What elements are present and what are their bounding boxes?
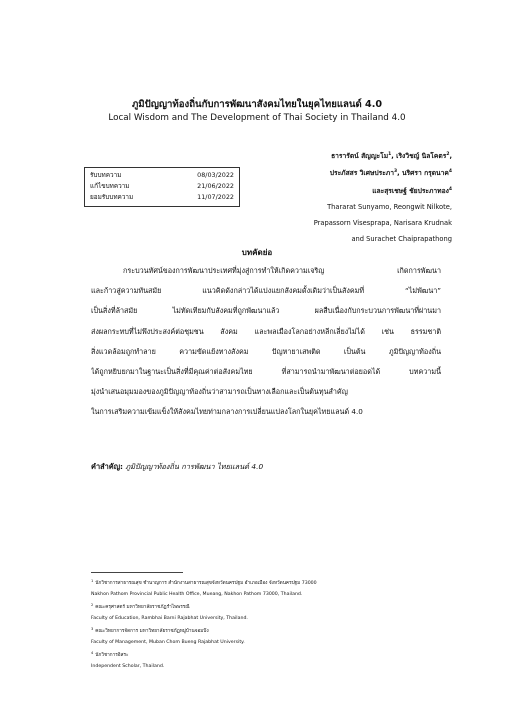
abstract-line: ในการเสริมความเข้มแข็งให้สังคมไทยท่ามกลางการเปลี่ยนแปลงโลกในยุคไทยแลนด์ 4.0 <box>91 407 363 417</box>
footnote-text: Faculty of Education, Rambhai Barni Rajabhat University, Thailand. <box>91 615 248 621</box>
footnote <box>91 648 317 662</box>
author-footnote-mark: 2 <box>446 152 450 157</box>
footnote <box>91 638 317 649</box>
title-english: Local Wisdom and The Development of Thai Society in Thailand 4.0 <box>108 113 406 123</box>
footnote <box>91 624 317 638</box>
author-footnote-mark: 3 <box>393 169 398 175</box>
author-name: และสุรเชษฐ์ ชัยประภาทอง <box>372 186 449 195</box>
footnote-text: นักวิชาการสาธารณสุข ชำนาญการ สำนักงานสาธารณสุขจังหวัดนครปฐม อำเภอเมือง จังหวัดนครปฐม 73000 <box>95 581 317 586</box>
author-name: ธารารัตน์ สัญญะโม <box>331 152 389 160</box>
footnote-mark: 3 <box>91 627 94 631</box>
author-footnote-mark: 1 <box>388 152 392 157</box>
submission-dates-box <box>84 167 240 207</box>
authors-english-line-1: Thararat Sunyamo, Reongwit Nilkote, <box>327 202 452 211</box>
authors-thai-line-1 <box>314 147 452 164</box>
author-separator: , <box>397 169 402 178</box>
date-value: 21/06/2022 <box>197 182 234 191</box>
author-block <box>314 147 452 248</box>
footnote-divider <box>91 572 183 573</box>
abstract-heading: บทคัดย่อ <box>241 248 273 257</box>
keywords <box>91 461 263 473</box>
author-name: เริงวิชญ์ นิลโคตร <box>396 152 447 160</box>
footnote <box>91 662 317 673</box>
abstract-line: ส่งผลกระทบที่ไม่พึงประสงค์ต่อชุมชน สังคม และพลเมืองโลกอย่างหลีกเลี่ยงไม่ได้ เช่น ธรรมชาติ <box>91 326 441 336</box>
abstract-line: เป็นสิ่งที่ล้าสมัย ไม่ทัดเทียมกับสังคมที่ถูกพัฒนาแล้ว ผลสืบเนื่องกับกระบวนการพัฒนาที่ผ่านมา <box>91 306 441 316</box>
footnote <box>91 614 317 625</box>
abstract-line: กระบวนทัศน์ของการพัฒนาประเทศที่มุ่งสู่การทำให้เกิดความเจริญ เกิดการพัฒนา <box>123 266 441 275</box>
footnote-text: คณะวิทยาการจัดการ มหาวิทยาลัยราชภัฏหมู่บ้านจอมบึง <box>95 629 209 634</box>
footnote-mark: 2 <box>91 603 94 607</box>
footnote-text: Independent Scholar, Thailand. <box>91 663 165 669</box>
author-name: นริศรา กรุดนาค <box>401 169 449 178</box>
footnote-text: Nakhon Pathom Provincial Public Health Office, Mueang, Nakhon Pathom 73000, Thailand. <box>91 591 303 597</box>
date-row-revised <box>90 181 234 192</box>
abstract-line: สิ่งแวดล้อมถูกทำลาย ความขัดแย้งทางสังคม ปัญหายาเสพติด เป็นต้น ภูมิปัญญาท้องถิ่น <box>91 346 441 356</box>
abstract-line: มุ่งนำเสนอมุมมองของภูมิปัญญาท้องถิ่นว่าสามารถเป็นทางเลือกและเป็นต้นทุนสำคัญ <box>91 387 348 397</box>
author-footnote-mark: 4 <box>448 186 452 192</box>
date-row-received <box>90 170 234 181</box>
title-thai: ภูมิปัญญาท้องถิ่นกับการพัฒนาสังคมไทยในยุคไทยแลนด์ 4.0 <box>131 99 383 110</box>
footnote-text: คณะครุศาสตร์ มหาวิทยาลัยราชภัฏรำไพพรรณี <box>95 605 190 610</box>
footnote-mark: 1 <box>91 579 94 583</box>
authors-thai-line-2 <box>314 164 452 181</box>
authors-english-line-2: Prapassorn Visesprapa, Narisara Krudnak <box>313 219 452 228</box>
date-value: 11/07/2022 <box>197 193 234 202</box>
author-name: ประภัสสร วิเศษประภา <box>329 169 394 178</box>
author-footnote-mark: 4 <box>448 169 452 175</box>
authors-thai-line-3 <box>314 182 452 199</box>
author-separator: , <box>449 152 452 160</box>
date-row-accepted <box>90 192 234 203</box>
footnote-text: Faculty of Management, Muban Chom Bueng Rajabhat University. <box>91 639 245 645</box>
footnote <box>91 590 317 601</box>
footnote <box>91 600 317 614</box>
keywords-text: ภูมิปัญญาท้องถิ่น การพัฒนา ไทยแลนด์ 4.0 <box>125 462 264 471</box>
footnote-text: นักวิชาการอิสระ <box>95 653 129 658</box>
date-label: รับบทความ <box>90 171 122 179</box>
date-label: ยอมรับบทความ <box>90 193 134 202</box>
abstract-line: และก้าวสู่ความทันสมัย แนวคิดดังกล่าวได้แบ่งแยกสังคมดั้งเดิมว่าเป็นสังคมที่ “ไม่พัฒนา” <box>91 286 441 296</box>
date-value: 08/03/2022 <box>197 171 234 179</box>
abstract-body <box>91 261 441 423</box>
abstract-line: ได้ถูกหยิบยกมาในฐานะเป็นสิ่งที่มีคุณค่าต่อสังคมไทย ที่สามารถนำมาพัฒนาต่อยอดได้ บทความนี้ <box>91 367 441 377</box>
authors-english-line-3: and Surachet Chaiprapathong <box>351 235 452 244</box>
author-separator: , <box>391 152 397 160</box>
footnote <box>91 576 317 590</box>
date-label: แก้ไขบทความ <box>90 182 130 191</box>
footnote-mark: 4 <box>91 651 94 655</box>
footnotes <box>91 576 317 672</box>
keywords-label: คำสำคัญ: <box>91 462 123 471</box>
